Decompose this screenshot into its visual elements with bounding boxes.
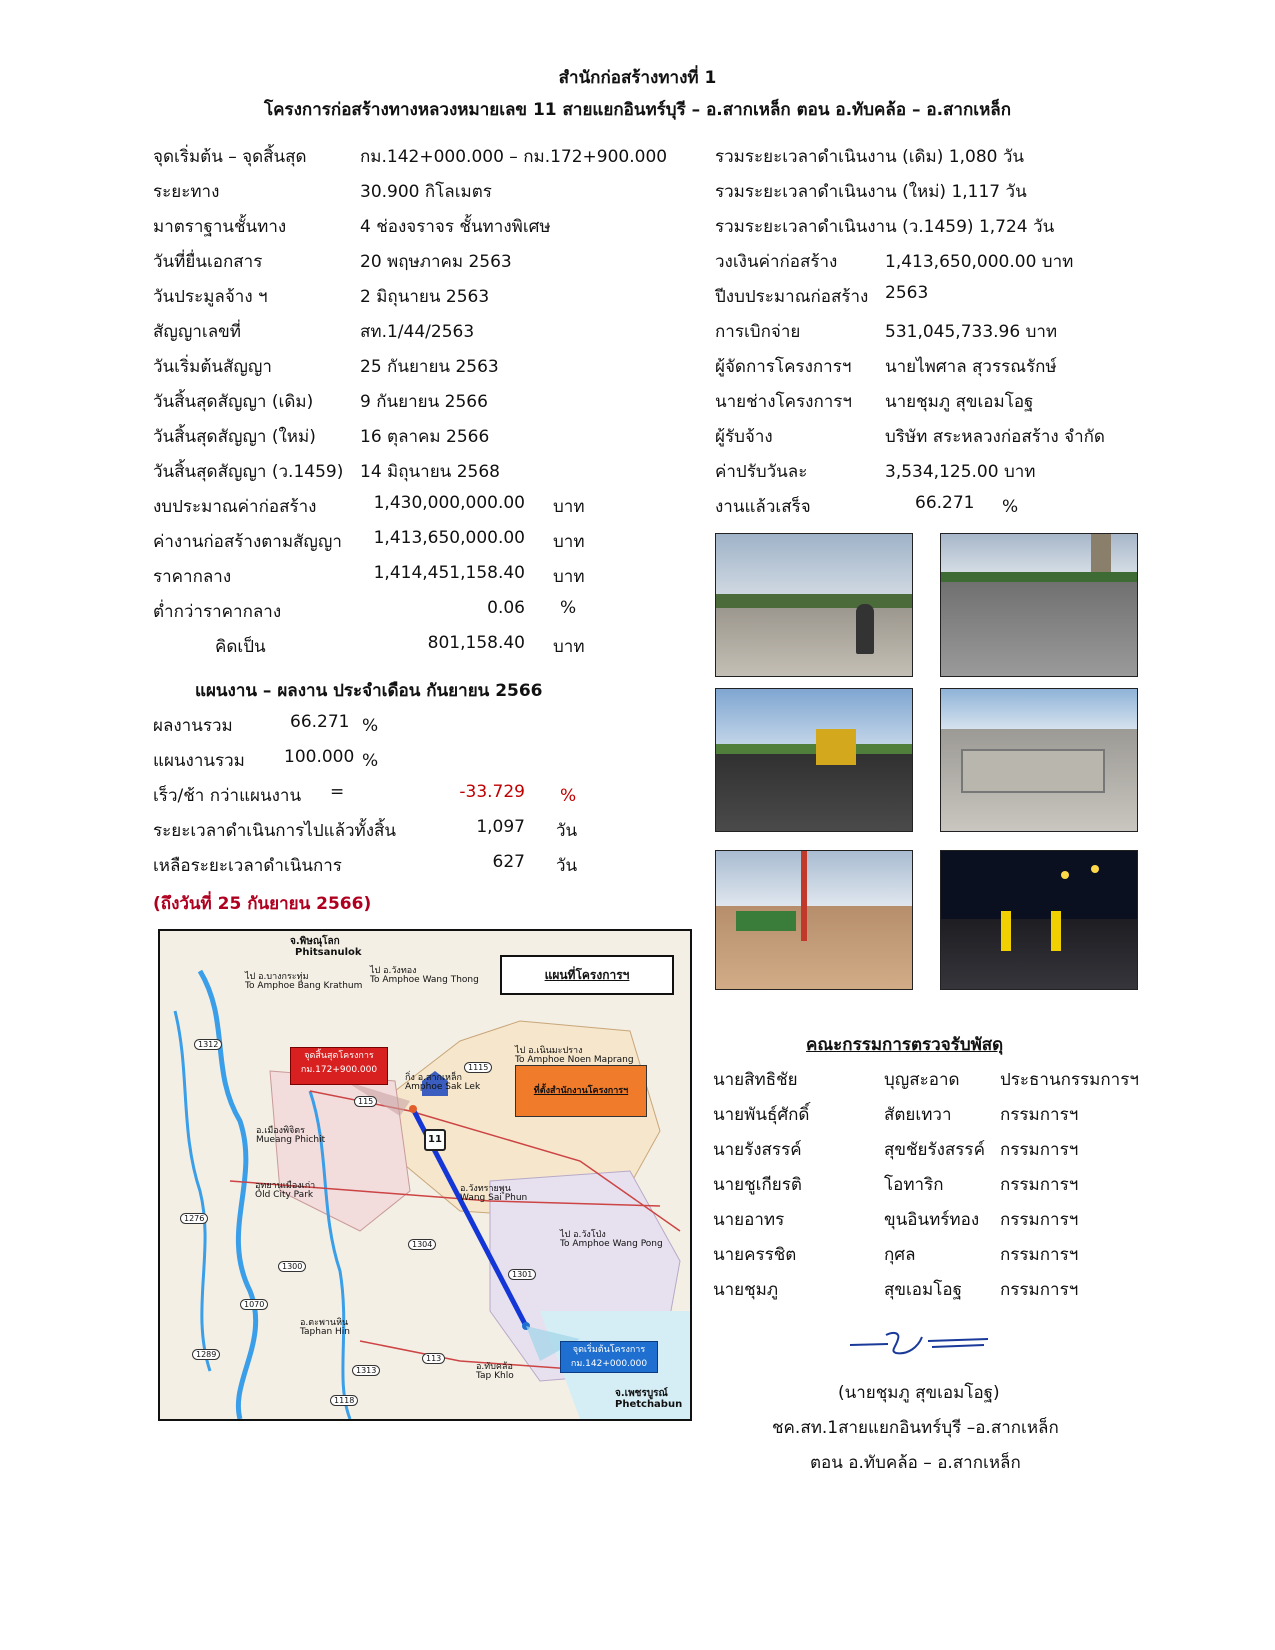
signer-title-2: ตอน อ.ทับคล้อ – อ.สากเหล็ก bbox=[810, 1453, 1021, 1473]
progress-unit: % bbox=[1002, 497, 1019, 517]
diff-label: เร็ว/ช้า กว่าแผนงาน bbox=[153, 786, 302, 806]
info-value: สท.1/44/2563 bbox=[360, 322, 475, 342]
map-label: To Amphoe Bang Krathum bbox=[245, 981, 363, 991]
info-value: 20 พฤษภาคม 2563 bbox=[360, 252, 512, 272]
road-1070: 1070 bbox=[240, 1299, 268, 1310]
project-title: โครงการก่อสร้างทางหลวงหมายเลข 11 สายแยกอินทร์บุรี – อ.สากเหล็ก ตอน อ.ทับคล้อ – อ.สากเหล็ก bbox=[264, 100, 1011, 120]
road-1304: 1304 bbox=[408, 1239, 436, 1250]
info-label: ผู้รับจ้าง bbox=[715, 427, 773, 447]
info-label: ปีงบประมาณก่อสร้าง bbox=[715, 287, 869, 307]
road-1289: 1289 bbox=[192, 1349, 220, 1360]
office-title: สำนักก่อสร้างทางที่ 1 bbox=[558, 68, 717, 88]
plan-label: แผนงานรวม bbox=[153, 751, 245, 771]
map-top-en: Phitsanulok bbox=[295, 947, 362, 958]
money-label: ต่ำกว่าราคากลาง bbox=[153, 602, 282, 622]
money-unit: บาท bbox=[553, 567, 585, 587]
plan-unit: % bbox=[362, 751, 379, 771]
duration-w1459: รวมระยะเวลาดำเนินงาน (ว.1459) 1,724 วัน bbox=[715, 217, 1055, 237]
member-last: สัตยเทวา bbox=[884, 1105, 952, 1125]
site-photo-4 bbox=[940, 688, 1138, 832]
info-value: 25 กันยายน 2563 bbox=[360, 357, 499, 377]
info-label: ผู้จัดการโครงการฯ bbox=[715, 357, 852, 377]
progress-value: 66.271 bbox=[915, 493, 975, 513]
money-unit: บาท bbox=[553, 637, 585, 657]
map-label: ไป อ.วังทอง bbox=[370, 966, 417, 976]
member-role: กรรมการฯ bbox=[1000, 1245, 1079, 1265]
signer-name: (นายชุมภู สุขเอมโอฐ) bbox=[838, 1383, 1000, 1403]
signer-title-1: ชค.สท.1สายแยกอินทร์บุรี –อ.สากเหล็ก bbox=[772, 1418, 1059, 1438]
info-value: 30.900 กิโลเมตร bbox=[360, 182, 492, 202]
site-photo-1 bbox=[715, 533, 913, 677]
money-unit: บาท bbox=[553, 532, 585, 552]
info-value: 531,045,733.96 บาท bbox=[885, 322, 1058, 342]
map-top-th: จ.พิษณุโลก bbox=[290, 936, 340, 947]
info-value: 3,534,125.00 บาท bbox=[885, 462, 1036, 482]
plan-heading: แผนงาน – ผลงาน ประจำเดือน กันยายน 2566 bbox=[195, 681, 543, 701]
info-label: วันเริ่มต้นสัญญา bbox=[153, 357, 272, 377]
road-1300: 1300 bbox=[278, 1261, 306, 1272]
member-last: สุขเอมโอฐ bbox=[884, 1280, 962, 1300]
info-value: บริษัท สระหลวงก่อสร้าง จำกัด bbox=[885, 427, 1105, 447]
member-role: กรรมการฯ bbox=[1000, 1175, 1079, 1195]
money-unit: บาท bbox=[553, 497, 585, 517]
map-label: อ.วังทรายพูน bbox=[460, 1184, 511, 1194]
result-value: 66.271 bbox=[290, 712, 350, 732]
info-value: นายไพศาล สุวรรณรักษ์ bbox=[885, 357, 1057, 377]
member-first: นายอาทร bbox=[713, 1210, 785, 1230]
member-last: บุญสะอาด bbox=[884, 1070, 960, 1090]
map-label: ไป อ.วังโป่ง bbox=[560, 1230, 606, 1240]
info-label: มาตราฐานชั้นทาง bbox=[153, 217, 287, 237]
map-label: อ.เมืองพิจิตร bbox=[256, 1126, 305, 1136]
road-113: 113 bbox=[422, 1353, 445, 1364]
info-label: งานแล้วเสร็จ bbox=[715, 497, 811, 517]
money-value: 0.06 bbox=[487, 598, 525, 618]
info-value: 14 มิถุนายน 2568 bbox=[360, 462, 500, 482]
map-label: อ.ทับคล้อ bbox=[476, 1362, 513, 1372]
money-value: 1,414,451,158.40 bbox=[373, 563, 525, 583]
member-first: นายครรชิต bbox=[713, 1245, 797, 1265]
money-label: คิดเป็น bbox=[215, 637, 266, 657]
member-first: นายรังสรรค์ bbox=[713, 1140, 802, 1160]
info-value: 2 มิถุนายน 2563 bbox=[360, 287, 490, 307]
project-map bbox=[158, 929, 692, 1421]
member-role: กรรมการฯ bbox=[1000, 1140, 1079, 1160]
route-11-shield: 11 bbox=[424, 1129, 446, 1151]
money-label: งบประมาณค่าก่อสร้าง bbox=[153, 497, 317, 517]
info-label: วันสิ้นสุดสัญญา (เดิม) bbox=[153, 392, 314, 412]
map-title: แผนที่โครงการฯ bbox=[500, 955, 674, 995]
map-bottom-en: Phetchabun bbox=[615, 1399, 683, 1410]
map-label: อ.ตะพานหิน bbox=[300, 1318, 349, 1328]
member-first: นายพันธุ์ศักดิ์ bbox=[713, 1105, 810, 1125]
map-label: อุทยานเมืองเก่า bbox=[255, 1181, 316, 1191]
duration-original: รวมระยะเวลาดำเนินงาน (เดิม) 1,080 วัน bbox=[715, 147, 1025, 167]
info-label: วันสิ้นสุดสัญญา (ว.1459) bbox=[153, 462, 344, 482]
elapsed-value: 1,097 bbox=[476, 817, 525, 837]
money-label: ค่างานก่อสร้างตามสัญญา bbox=[153, 532, 342, 552]
member-role: ประธานกรรมการฯ bbox=[1000, 1070, 1139, 1090]
site-photo-5 bbox=[715, 850, 913, 990]
info-value: 9 กันยายน 2566 bbox=[360, 392, 488, 412]
map-label: Tap Khlo bbox=[476, 1371, 514, 1381]
member-role: กรรมการฯ bbox=[1000, 1280, 1079, 1300]
info-label: วันที่ยื่นเอกสาร bbox=[153, 252, 263, 272]
info-label: วันประมูลจ้าง ฯ bbox=[153, 287, 268, 307]
member-last: ขุนอินทร์ทอง bbox=[884, 1210, 980, 1230]
map-label: Old City Park bbox=[255, 1190, 314, 1200]
map-label: ไป อ.บางกระทุ่ม bbox=[245, 972, 309, 982]
money-value: 1,430,000,000.00 bbox=[373, 493, 525, 513]
start-point-label: จุดเริ่มต้นโครงการ bbox=[572, 1345, 646, 1355]
result-unit: % bbox=[362, 716, 379, 736]
diff-eq: = bbox=[330, 782, 345, 802]
road-115: 115 bbox=[354, 1096, 377, 1107]
elapsed-unit: วัน bbox=[556, 821, 578, 841]
road-1313: 1313 bbox=[352, 1365, 380, 1376]
start-point-km: กม.142+000.000 bbox=[570, 1359, 648, 1369]
info-value: 1,413,650,000.00 บาท bbox=[885, 252, 1074, 272]
member-last: สุขชัยรังสรรค์ bbox=[884, 1140, 985, 1160]
result-label: ผลงานรวม bbox=[153, 716, 233, 736]
plan-value: 100.000 bbox=[284, 747, 355, 767]
info-value: 2563 bbox=[885, 283, 929, 303]
map-label: Taphan Hin bbox=[300, 1327, 350, 1337]
member-last: โอทาริก bbox=[884, 1175, 944, 1195]
as-of-date: (ถึงวันที่ 25 กันยายน 2566) bbox=[153, 894, 372, 914]
member-role: กรรมการฯ bbox=[1000, 1105, 1079, 1125]
diff-value: -33.729 bbox=[459, 782, 525, 802]
signature-graphic bbox=[848, 1317, 998, 1357]
map-label: Amphoe Sak Lek bbox=[405, 1082, 481, 1092]
map-label: Mueang Phichit bbox=[256, 1135, 326, 1145]
end-point-box bbox=[290, 1047, 388, 1085]
site-photo-3 bbox=[715, 688, 913, 832]
map-label: To Amphoe Wang Thong bbox=[370, 975, 479, 985]
info-value: นายชุมภู สุขเอมโอฐ bbox=[885, 392, 1034, 412]
elapsed-label: ระยะเวลาดำเนินการไปแล้วทั้งสิ้น bbox=[153, 821, 397, 841]
member-first: นายชุมภู bbox=[713, 1280, 779, 1300]
site-photo-2 bbox=[940, 533, 1138, 677]
member-first: นายสิทธิชัย bbox=[713, 1070, 798, 1090]
map-label: To Amphoe Noen Maprang bbox=[515, 1055, 634, 1065]
remain-unit: วัน bbox=[556, 856, 578, 876]
diff-unit: % bbox=[560, 786, 577, 806]
road-1301: 1301 bbox=[508, 1269, 536, 1280]
money-value: 1,413,650,000.00 bbox=[373, 528, 525, 548]
remain-label: เหลือระยะเวลาดำเนินการ bbox=[153, 856, 342, 876]
end-point-label: จุดสิ้นสุดโครงการ bbox=[304, 1051, 374, 1061]
member-role: กรรมการฯ bbox=[1000, 1210, 1079, 1230]
info-label: การเบิกจ่าย bbox=[715, 322, 801, 342]
site-photo-6 bbox=[940, 850, 1138, 990]
info-label: ค่าปรับวันละ bbox=[715, 462, 808, 482]
road-1312: 1312 bbox=[194, 1039, 222, 1050]
start-point-box bbox=[560, 1341, 658, 1373]
end-point-km: กม.172+900.000 bbox=[300, 1065, 378, 1075]
office-location-box: ที่ตั้งสำนักงานโครงการฯ bbox=[515, 1065, 647, 1117]
info-label: สัญญาเลขที่ bbox=[153, 322, 241, 342]
money-unit: % bbox=[560, 598, 577, 618]
duration-new: รวมระยะเวลาดำเนินงาน (ใหม่) 1,117 วัน bbox=[715, 182, 1027, 202]
info-value: 4 ช่องจราจร ชั้นทางพิเศษ bbox=[360, 217, 551, 237]
money-label: ราคากลาง bbox=[153, 567, 232, 587]
money-value: 801,158.40 bbox=[427, 633, 525, 653]
road-1118: 1118 bbox=[330, 1395, 358, 1406]
road-1276: 1276 bbox=[180, 1213, 208, 1224]
info-label: วันสิ้นสุดสัญญา (ใหม่) bbox=[153, 427, 316, 447]
map-bottom-th: จ.เพชรบูรณ์ bbox=[615, 1388, 668, 1399]
map-label: กิ่ง อ.สากเหล็ก bbox=[405, 1073, 462, 1083]
map-label: ไป อ.เนินมะปราง bbox=[515, 1046, 583, 1056]
info-value: กม.142+000.000 – กม.172+900.000 bbox=[360, 147, 668, 167]
road-1115: 1115 bbox=[464, 1062, 492, 1073]
map-label: To Amphoe Wang Pong bbox=[560, 1239, 663, 1249]
member-first: นายชูเกียรติ bbox=[713, 1175, 802, 1195]
info-label: นายช่างโครงการฯ bbox=[715, 392, 852, 412]
info-label: จุดเริ่มต้น – จุดสิ้นสุด bbox=[153, 147, 307, 167]
info-label: วงเงินค่าก่อสร้าง bbox=[715, 252, 838, 272]
committee-heading: คณะกรรมการตรวจรับพัสดุ bbox=[806, 1035, 1004, 1055]
map-label: Wang Sai Phun bbox=[460, 1193, 528, 1203]
info-label: ระยะทาง bbox=[153, 182, 220, 202]
member-last: กุศล bbox=[884, 1245, 916, 1265]
remain-value: 627 bbox=[492, 852, 525, 872]
info-value: 16 ตุลาคม 2566 bbox=[360, 427, 490, 447]
